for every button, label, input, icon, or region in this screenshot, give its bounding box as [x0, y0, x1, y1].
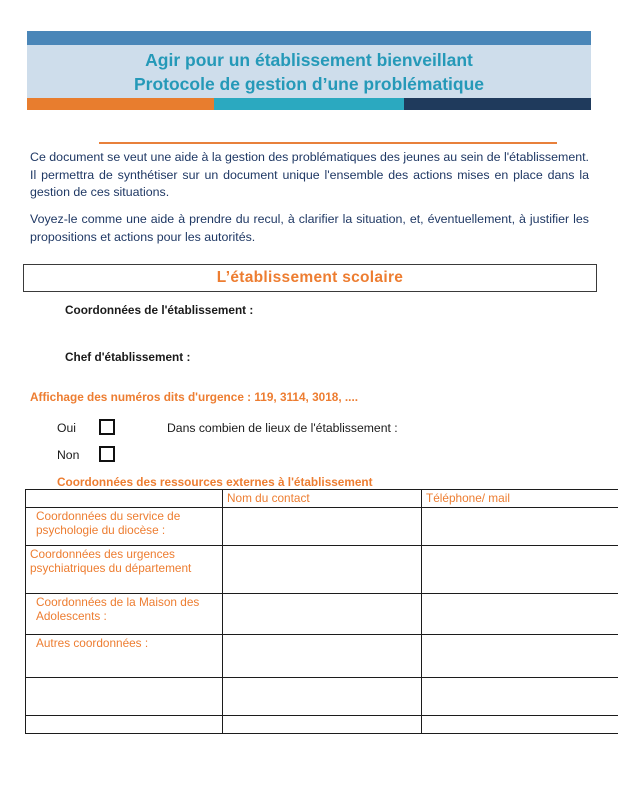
non-label: Non — [57, 448, 80, 462]
intro-paragraph-2: Voyez-le comme une aide à prendre du recul, à clarifier la situation, et, éventuellement, à justifier les propositions et actions pour les autorités. — [30, 212, 589, 244]
table-row-autres — [26, 634, 618, 677]
lieux-question: Dans combien de lieux de l'établissement : — [167, 421, 398, 435]
section-title: L’établissement scolaire — [216, 269, 404, 286]
phone-cell — [422, 634, 618, 677]
intro-paragraph-1: Ce document se veut une aide à la gestion des problématiques des jeunes au sein de l'établissement. Il permettra de synthétiser sur un document unique l'ensemble des actions mises en place dans la gestion de ces situations. — [30, 150, 589, 200]
strip-teal-segment — [214, 98, 404, 110]
contact-cell — [223, 545, 422, 593]
row-label: Coordonnées de la Maison des Adolescents : — [26, 593, 223, 634]
contact-cell — [223, 507, 422, 545]
phone-cell — [422, 593, 618, 634]
table-row-empty — [26, 715, 618, 733]
header-title-area — [27, 45, 591, 98]
orange-divider-line — [99, 142, 557, 144]
header-tricolor-strip — [27, 98, 591, 110]
chef-etablissement-label: Chef d'établissement : — [65, 350, 191, 364]
table-row-maison-adolescents — [26, 593, 618, 634]
document-title-line2: Protocole de gestion d’une problématique — [133, 73, 485, 94]
header-top-strip — [27, 31, 591, 45]
row-label — [26, 677, 223, 715]
row-label: Coordonnées des urgences psychiatriques du département — [26, 545, 223, 593]
row-label: Coordonnées du service de psychologie du diocèse : — [26, 507, 223, 545]
contact-cell — [223, 634, 422, 677]
table-row-psychologie — [26, 507, 618, 545]
phone-cell — [422, 545, 618, 593]
urgence-heading: Affichage des numéros dits d'urgence : 119, 3114, 3018, .... — [30, 390, 359, 404]
header-cell-contact: Nom du contact — [223, 490, 422, 508]
contact-cell — [223, 677, 422, 715]
section-title-box — [23, 264, 597, 292]
resources-table — [25, 489, 618, 734]
phone-cell — [422, 507, 618, 545]
document-title-line1: Agir pour un établissement bienveillant — [145, 49, 473, 70]
oui-label: Oui — [57, 421, 76, 435]
contact-cell — [223, 593, 422, 634]
table-row-urgences-psychiatriques — [26, 545, 618, 593]
strip-navy-segment — [404, 98, 591, 110]
header-band — [27, 31, 591, 110]
row-label — [26, 715, 223, 733]
table-header-row — [26, 490, 618, 508]
phone-cell — [422, 677, 618, 715]
header-cell-empty — [26, 490, 223, 508]
phone-cell — [422, 715, 618, 733]
header-cell-phone: Téléphone/ mail — [422, 490, 618, 508]
coordonnees-etablissement-label: Coordonnées de l'établissement : — [65, 303, 254, 317]
oui-checkbox[interactable] — [99, 419, 115, 435]
resources-table-title: Coordonnées des ressources externes à l'établissement — [57, 475, 373, 489]
contact-cell — [223, 715, 422, 733]
table-row-empty — [26, 677, 618, 715]
non-checkbox[interactable] — [99, 446, 115, 462]
row-label: Autres coordonnées : — [26, 634, 223, 677]
strip-orange-segment — [27, 98, 214, 110]
